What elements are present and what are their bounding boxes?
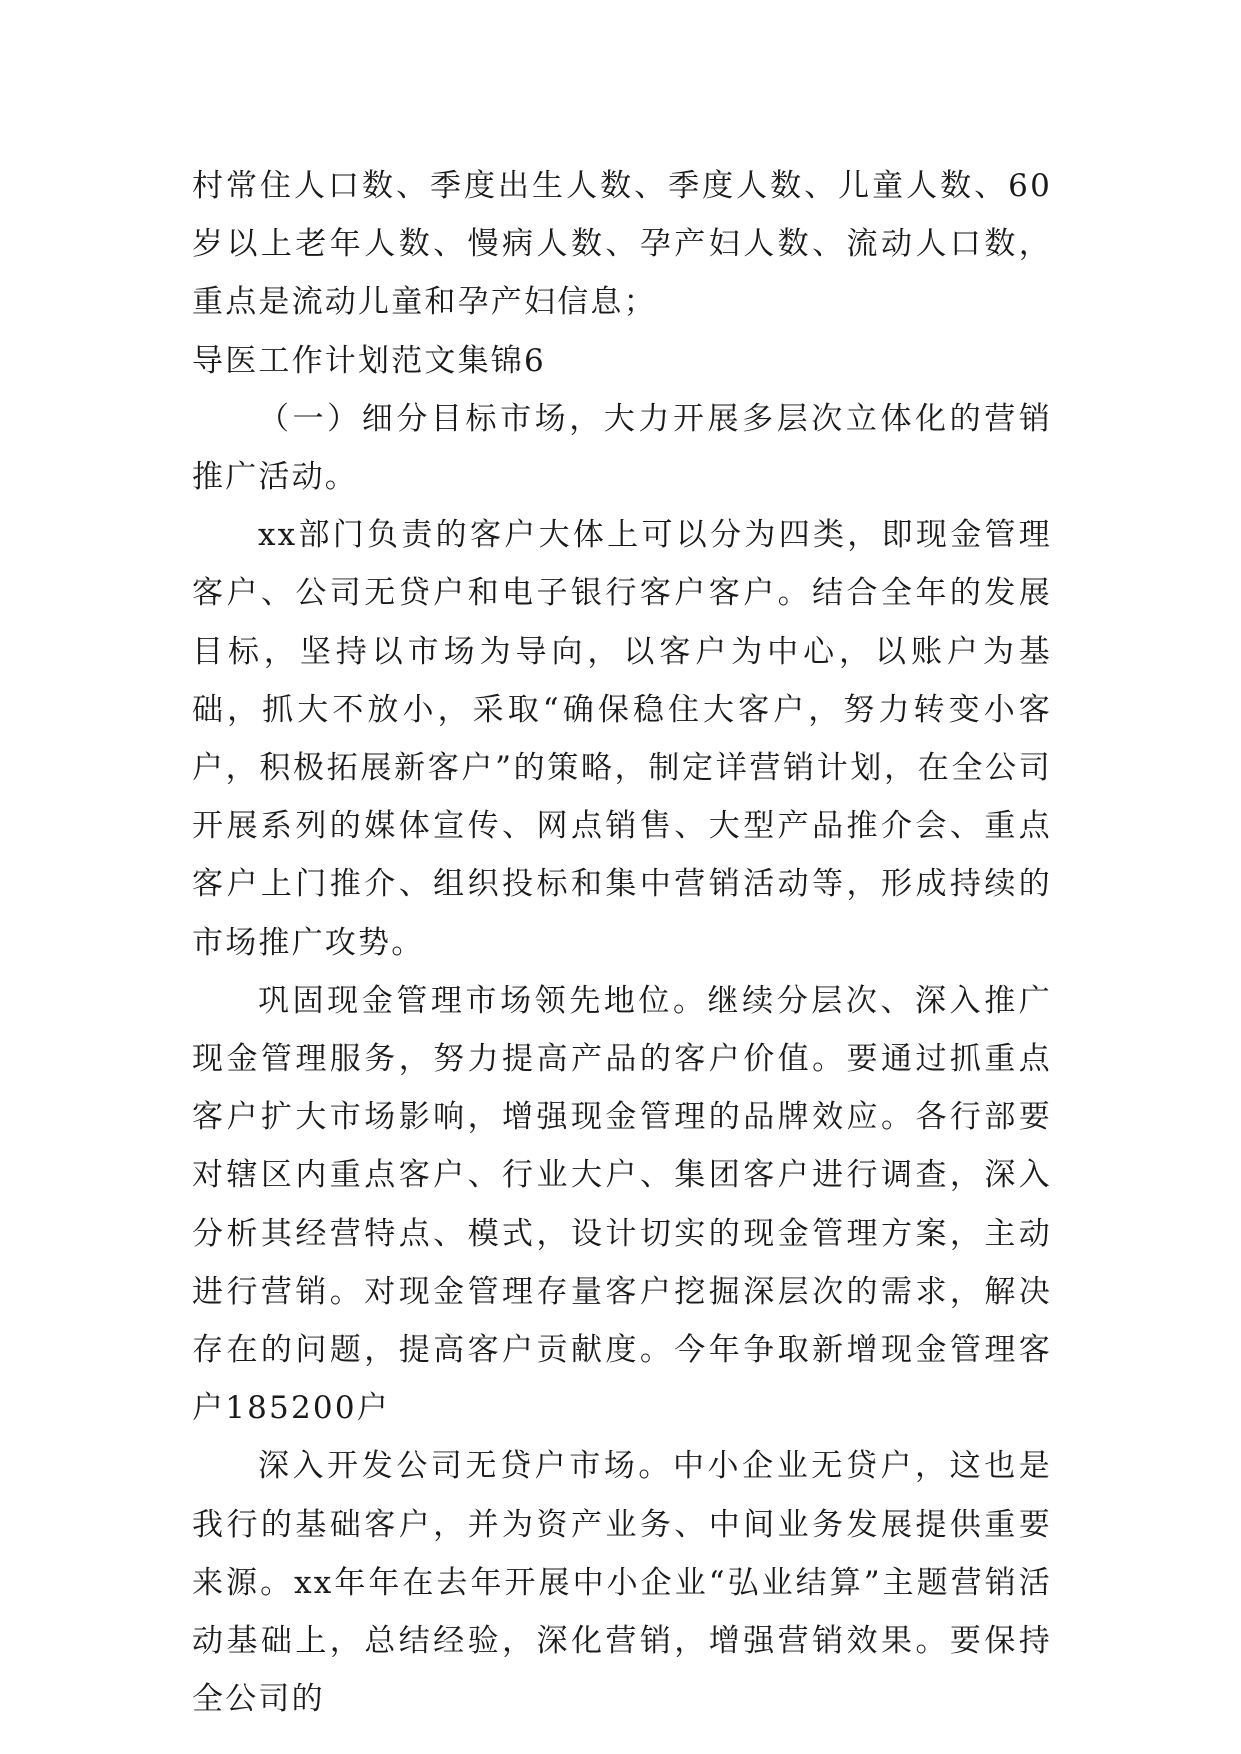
section-heading	[192, 332, 1052, 390]
paragraph-population-stats	[192, 157, 1052, 332]
paragraph-text: （一）细分目标市场，大力开展多层次立体化的营销推广活动。	[192, 400, 1052, 496]
document-body	[192, 157, 1052, 1728]
paragraph-text: 深入开发公司无贷户市场。中小企业无贷户，这也是我行的基础客户，并为资产业务、中间业务发展提供重要来源。xx年年在去年开展中小企业“弘业结算”主题营销活动基础上，总结经验，深化营销，增强营销效果。要保持全公司的	[192, 1448, 1052, 1718]
paragraph-cash-management	[192, 972, 1052, 1438]
paragraph-text: 村常住人口数、季度出生人数、季度人数、儿童人数、60岁以上老年人数、慢病人数、孕产妇人数、流动人口数，重点是流动儿童和孕产妇信息；	[192, 168, 1052, 321]
paragraph-client-categories	[192, 506, 1052, 972]
paragraph-no-loan-market	[192, 1437, 1052, 1728]
paragraph-text: 巩固现金管理市场领先地位。继续分层次、深入推广现金管理服务，努力提高产品的客户价值。要通过抓重点客户扩大市场影响，增强现金管理的品牌效应。各行部要对辖区内重点客户、行业大户、集团客户进行调查，深入分析其经营特点、模式，设计切实的现金管理方案，主动进行营销。对现金管理存量客户挖掘深层次的需求，解决存在的问题，提高客户贡献度。今年争取新增现金管理客户185200户	[192, 982, 1052, 1427]
paragraph-text: xx部门负责的客户大体上可以分为四类，即现金管理客户、公司无贷户和电子银行客户客户。结合全年的发展目标，坚持以市场为导向，以客户为中心，以账户为基础，抓大不放小，采取“确保稳住大客户，努力转变小客户，积极拓展新客户”的策略，制定详营销计划，在全公司开展系列的媒体宣传、网点销售、大型产品推介会、重点客户上门推介、组织投标和集中营销活动等，形成持续的市场推广攻势。	[192, 517, 1052, 961]
paragraph-subsection-title	[192, 390, 1052, 506]
heading-text: 导医工作计划范文集锦6	[192, 342, 546, 379]
